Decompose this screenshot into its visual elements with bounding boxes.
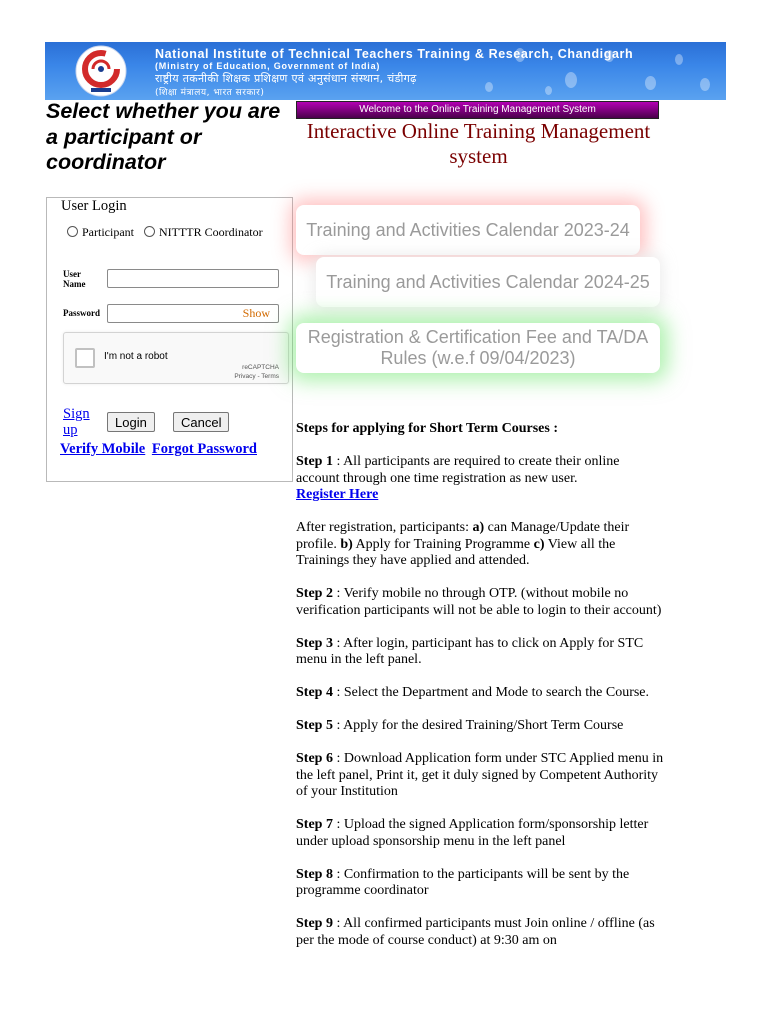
welcome-bar: Welcome to the Online Training Management System xyxy=(296,101,659,119)
step-6: Step 6 : Download Application form under STC Applied menu in the left panel, Print it, get it duly signed by Competent Authority of your Institution xyxy=(296,751,664,799)
calendar-2024-25-link[interactable] xyxy=(316,257,660,307)
verify-mobile-link[interactable]: Verify Mobile xyxy=(60,441,146,457)
user-login-legend: User Login xyxy=(61,198,127,214)
recaptcha-checkbox[interactable] xyxy=(75,348,95,368)
step-5: Step 5 : Apply for the desired Training/Short Term Course xyxy=(296,718,624,733)
participant-radio[interactable] xyxy=(67,226,78,237)
stc-steps-section xyxy=(296,421,666,966)
institute-name: National Institute of Technical Teachers Training & Research, Chandigarh xyxy=(155,47,634,61)
role-selector xyxy=(63,225,283,240)
cancel-button[interactable]: Cancel xyxy=(173,412,229,432)
institute-name-hindi: राष्ट्रीय तकनीकी शिक्षक प्रशिक्षण एवं अनुसंधान संस्थान, चंडीगढ़ xyxy=(155,72,417,85)
step-4: Step 4 : Select the Department and Mode to search the Course. xyxy=(296,685,650,700)
steps-heading: Steps for applying for Short Term Courses : xyxy=(296,421,559,436)
account-links xyxy=(60,441,260,458)
sign-up-link[interactable]: Sign up xyxy=(63,406,90,438)
login-button[interactable]: Login xyxy=(107,412,155,432)
step-8: Step 8 : Confirmation to the participants will be sent by the programme coordinator xyxy=(296,866,630,898)
coordinator-radio-label: NITTTR Coordinator xyxy=(158,225,263,239)
coordinator-radio[interactable] xyxy=(144,226,155,237)
recaptcha-widget xyxy=(63,332,289,384)
step-2: Step 2 : Verify mobile no through OTP. (without mobile no verification participants will not be able to login to their account) xyxy=(296,586,662,618)
role-select-heading: Select whether you are a participant or coordinator xyxy=(46,99,281,174)
calendar-2024-25-label: Training and Activities Calendar 2024-25 xyxy=(326,271,650,292)
password-input[interactable] xyxy=(107,304,279,323)
show-password-toggle[interactable]: Show xyxy=(242,306,270,320)
after-registration-text: After registration, participants: a) can Manage/Update their profile. b) Apply for Training Programme c) View all the Trainings they have applied and attended. xyxy=(296,520,630,568)
step-1: Step 1 : All participants are required to create their online account through one time registration as new user. Register Here xyxy=(296,454,620,502)
step-3: Step 3 : After login, participant has to click on Apply for STC menu in the left panel. xyxy=(296,635,644,667)
step-9: Step 9 : All confirmed participants must Join online / offline (as per the mode of course conduct) at 9:30 am on xyxy=(296,916,655,948)
recaptcha-branding xyxy=(234,363,279,381)
step-7: Step 7 : Upload the signed Application form/sponsorship letter under upload sponsorship menu in the left panel xyxy=(296,817,649,849)
user-login-panel xyxy=(46,197,293,482)
participant-radio-label: Participant xyxy=(82,225,134,239)
nitttr-logo-icon xyxy=(73,44,129,98)
calendar-2023-24-link[interactable] xyxy=(296,205,640,255)
calendar-2023-24-label: Training and Activities Calendar 2023-24 xyxy=(306,219,630,240)
page-title: Interactive Online Training Management system xyxy=(306,119,651,168)
username-label: User Name xyxy=(63,269,86,289)
fee-rules-label: Registration & Certification Fee and TA/DA Rules (w.e.f 09/04/2023) xyxy=(307,327,649,368)
fee-rules-link[interactable] xyxy=(296,323,660,373)
recaptcha-label: I'm not a robot xyxy=(104,351,168,362)
ministry-name-hindi: (शिक्षा मंत्रालय, भारत सरकार) xyxy=(155,88,265,98)
username-input[interactable] xyxy=(107,269,279,288)
header-banner xyxy=(45,42,726,100)
forgot-password-link[interactable]: Forgot Password xyxy=(151,441,257,457)
ministry-name: (Ministry of Education, Government of India) xyxy=(155,61,381,71)
password-label: Password xyxy=(63,308,101,318)
register-here-link[interactable]: Register Here xyxy=(296,487,379,502)
recaptcha-brand-text: reCAPTCHA xyxy=(242,364,279,371)
recaptcha-terms-link[interactable]: Privacy - Terms xyxy=(234,373,279,380)
